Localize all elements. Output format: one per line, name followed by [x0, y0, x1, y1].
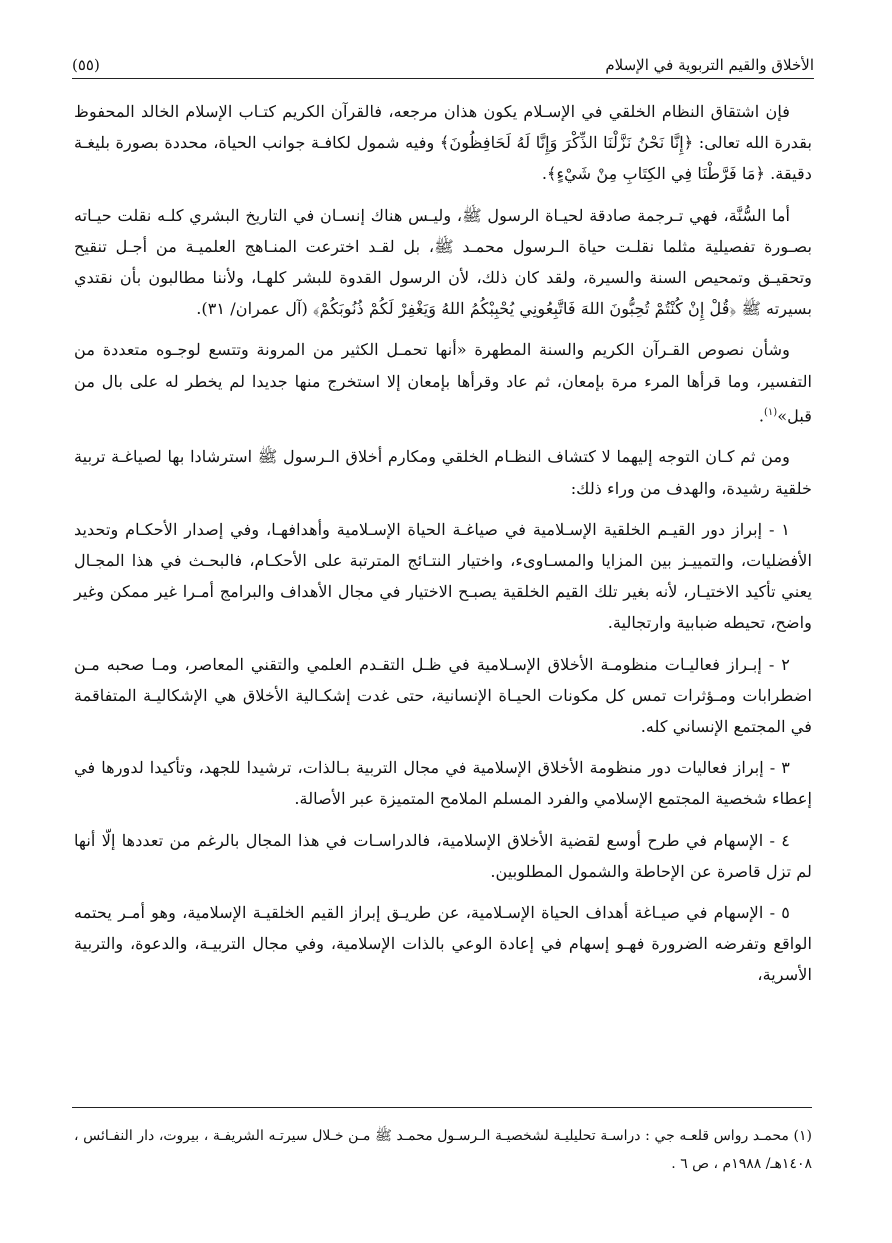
paragraph-3 [74, 334, 812, 431]
main-text [74, 96, 812, 1001]
list-item-4: ٤ - الإسهام في طرح أوسع لقضية الأخلاق الإسلامية، فالدراسـات في هذا المجال بالرغم من تعددها إلّا أنها لم تزل قاصرة عن الإحاطة والشمول المطلوبين. [74, 830, 812, 881]
list-item-5: ٥ - الإسهام في صيـاغة أهداف الحياة الإسـلامية، عن طريـق إبراز القيم الخلقيـة الإسلامية، وهو أمـر يحتمه الواقع وتفرضه الضرورة فهـو إسهام في إعادة الوعي بالذات الإسلامية، وفي مجال التربيـة، والدعوة، والتربية الأسرية، [74, 903, 812, 985]
footnote-reference: (١) [764, 406, 778, 418]
running-title: الأخلاق والقيم التربوية في الإسلام [605, 56, 814, 74]
footnotes [74, 1122, 812, 1178]
list-item-2: ٢ - إبـراز فعاليـات منظومـة الأخلاق الإسـلامية في ظـل التقـدم العلمي والتقني المعاصر، ومـا صحبه مـن اضطرابات ومـؤثرات تمس كل مكونات الحيـاة الإنسانية، حتى غدت إشكـالية الأخلاق هي الإشكاليـة المتفاقمة في المجتمع الإنساني كله. [74, 654, 812, 737]
footnote-divider [72, 1107, 812, 1108]
page-header [72, 40, 814, 79]
paragraph-4: ومن ثم كـان التوجه إليهما لا كتشاف النظـام الخلقي ومكارم أخلاق الـرسول ﷺ استرشادا بها لصياغـة تربية خلقية رشيدة، والهدف من وراء ذلك: [74, 447, 812, 498]
paragraph-1: فإن اشتقاق النظام الخلقي في الإسـلام يكون هذان مرجعه، فالقرآن الكريم كتـاب الإسلام الخالد المحفوظ بقدرة الله تعالى: ﴿إِنَّا نَحْنُ نَزَّلْنَا الذِّكْرَ وَإِنَّا لَهُ لَحَافِظُونَ﴾ وفيه شمول لكافـة جوانب الحياة، محددة بصورة بليغـة دقيقة. ﴿مَا فَرَّطْنَا فِي الكِتَابِ مِنْ شَيْءٍ﴾. [74, 102, 812, 184]
list-item-1: ١ - إبراز دور القيـم الخلقية الإسـلامية في صياغـة الحياة الإسـلامية وأهدافهـا، وفي إصدار الأحكـام وتحديد الأفضليات، والتمييـز بين المزايا والمسـاوىء، واختيار النتـائج المترتبة على الأحكـام، فالبحـث في هذا المجـال يعني تأكيد الاختيـار، لأنه بغير تلك القيم الخلقية يصبـح الاختيار في مجال الأهداف والبرامج أمـرا غير ممكن وغير واضح، تحيطه ضبابية وارتجالية. [74, 519, 812, 633]
paragraph-3-text: وشأن نصوص القـرآن الكريم والسنة المطهرة «أنها تحمـل الكثير من المرونة وتتسع لوجـوه متعددة من التفسير، وما قرأها المرء مرة بإمعان، ثم عاد وقرأها بإمعان إلا استخرج منها جديدا لم يخطر له على بال من قبل» [74, 340, 812, 426]
paragraph-3-tail: . [758, 406, 765, 426]
paragraph-2: أما السُّنَّة، فهي تـرجمة صادقة لحيـاة الرسول ﷺ، وليـس هناك إنسـان في التاريخ البشري كلـه نقلت حيـاته بصـورة تفصيلية مثلما نقلـت حياة الـرسول محمـد ﷺ، بل لقـد اخترعت المنـاهج العلميـة من أجـل تنقيح وتحقيـق وتمحيص السنة والسيرة، ولقد كان ذلك، لأن الرسول القدوة للبشر كلهـا، ولأننا مطالبون بأن نقتدي بسيرته ﷺ ﴿قُلْ إِنْ كُنْتُمْ تُحِبُّونَ اللهَ فَاتَّبِعُونِي يُحْبِبْكُمُ اللهُ وَيَغْفِرْ لَكُمْ ذُنُوبَكُمْ﴾ (آل عمران/ ٣١). [74, 205, 812, 319]
list-item-3: ٣ - إبراز فعاليات دور منظومة الأخلاق الإسلامية في مجال التربية بـالذات، ترشيدا للجهد، وتأكيدا لدورها في إعطاء شخصية المجتمع الإسلامي والفرد المسلم الملامح المتميزة عبر الأصالة. [74, 758, 812, 809]
footnote-1: (١) محمـد رواس قلعـه جي : دراسـة تحليليـة لشخصيـة الـرسـول محمـد ﷺ مـن خـلال سيرتـه الشريفـة ، بيروت، دار النفـائس ، ١٤٠٨هـ/ ١٩٨٨م ، ص ٦ . [74, 1128, 812, 1172]
page-number: (٥٥) [72, 56, 100, 74]
